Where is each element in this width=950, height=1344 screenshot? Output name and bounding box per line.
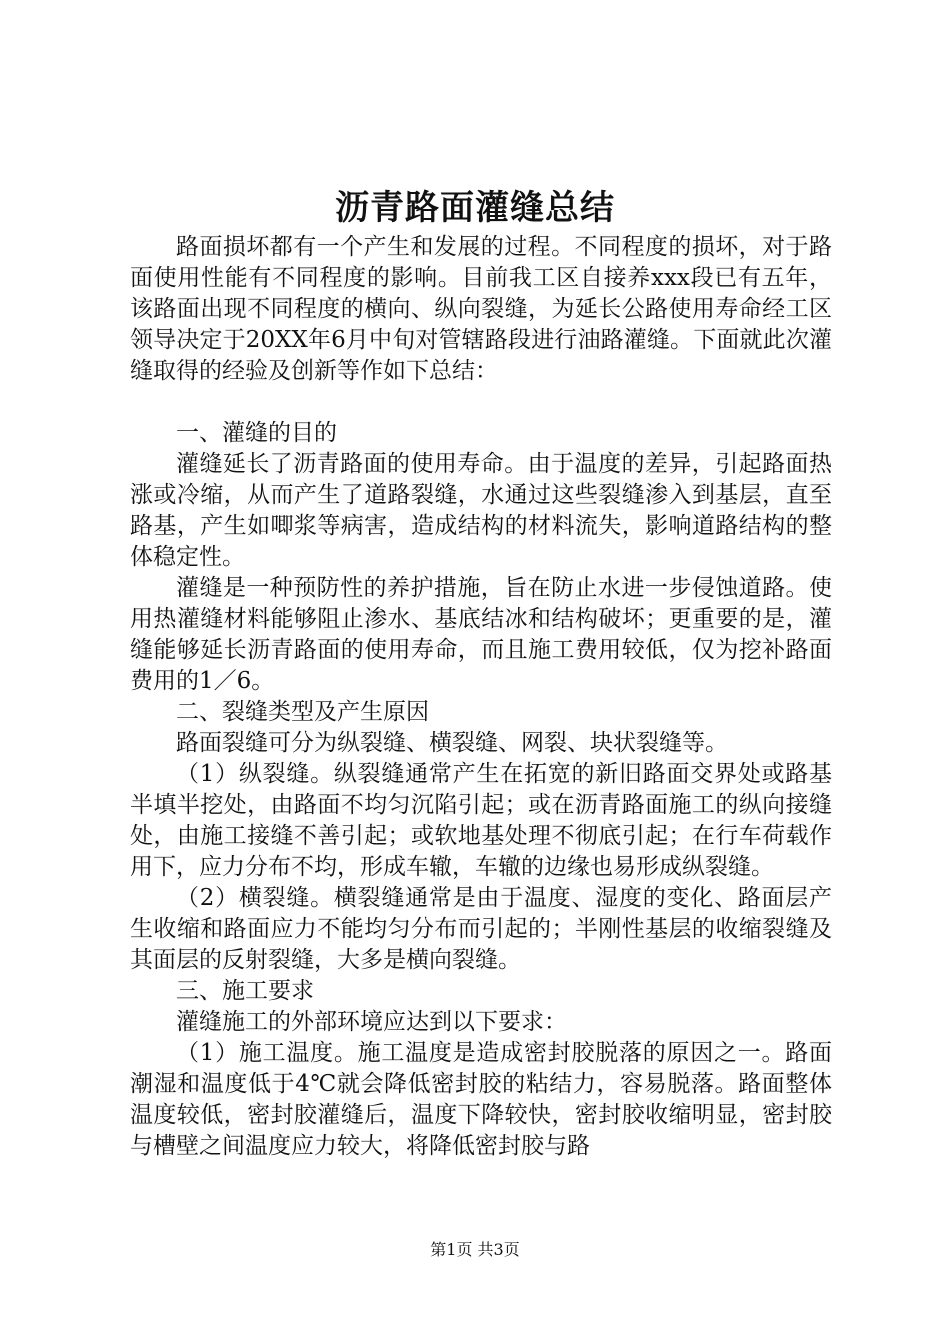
paragraph-transverse-cracks: （2）横裂缝。横裂缝通常是由于温度、湿度的变化、路面层产生收缩和路面应力不能均匀分布而引起的；半刚性基层的收缩裂缝及其面层的反射裂缝，大多是横向裂缝。 [130,885,832,973]
paragraph-longitudinal-cracks: （1）纵裂缝。纵裂缝通常产生在拓宽的新旧路面交界处或路基半填半挖处，由路面不均匀沉陷引起；或在沥青路面施工的纵向接缝处，由施工接缝不善引起；或软地基处理不彻底引起；在行车荷载作用下，应力分布不均，形成车辙，车辙的边缘也易形成纵裂缝。 [130,761,832,880]
section-heading-requirements: 三、施工要求 [176,978,314,1004]
paragraph-purpose-2: 灌缝是一种预防性的养护措施，旨在防止水进一步侵蚀道路。使用热灌缝材料能够阻止渗水、基底结冰和结构破坏；更重要的是，灌缝能够延长沥青路面的使用寿命，而且施工费用较低，仅为挖补路面费用的1／6。 [130,575,832,694]
paragraph-intro: 路面损坏都有一个产生和发展的过程。不同程度的损坏，对于路面使用性能有不同程度的影响。目前我工区自接养xxx段已有五年，该路面出现不同程度的横向、纵向裂缝，为延长公路使用寿命经工区领导决定于20XX年6月中旬对管辖路段进行油路灌缝。下面就此次灌缝取得的经验及创新等作如下总结： [130,234,832,384]
section-heading-crack-types: 二、裂缝类型及产生原因 [176,699,429,725]
page-footer: 第1页 共3页 [430,1240,520,1259]
paragraph-requirements-intro: 灌缝施工的外部环境应达到以下要求： [176,1009,567,1035]
document-title: 沥青路面灌缝总结 [335,188,615,228]
paragraph-crack-types: 路面裂缝可分为纵裂缝、横裂缝、网裂、块状裂缝等。 [176,730,728,756]
paragraph-purpose-1: 灌缝延长了沥青路面的使用寿命。由于温度的差异，引起路面热涨或冷缩，从而产生了道路裂缝，水通过这些裂缝渗入到基层，直至路基，产生如唧浆等病害，造成结构的材料流失，影响道路结构的整体稳定性。 [130,451,832,570]
document-body [130,232,832,1162]
section-heading-purpose: 一、灌缝的目的 [176,420,337,446]
paragraph-temperature: （1）施工温度。施工温度是造成密封胶脱落的原因之一。路面潮湿和温度低于4℃就会降低密封胶的粘结力，容易脱落。路面整体温度较低，密封胶灌缝后，温度下降较快，密封胶收缩明显，密封胶与槽壁之间温度应力较大，将降低密封胶与路 [130,1040,832,1159]
